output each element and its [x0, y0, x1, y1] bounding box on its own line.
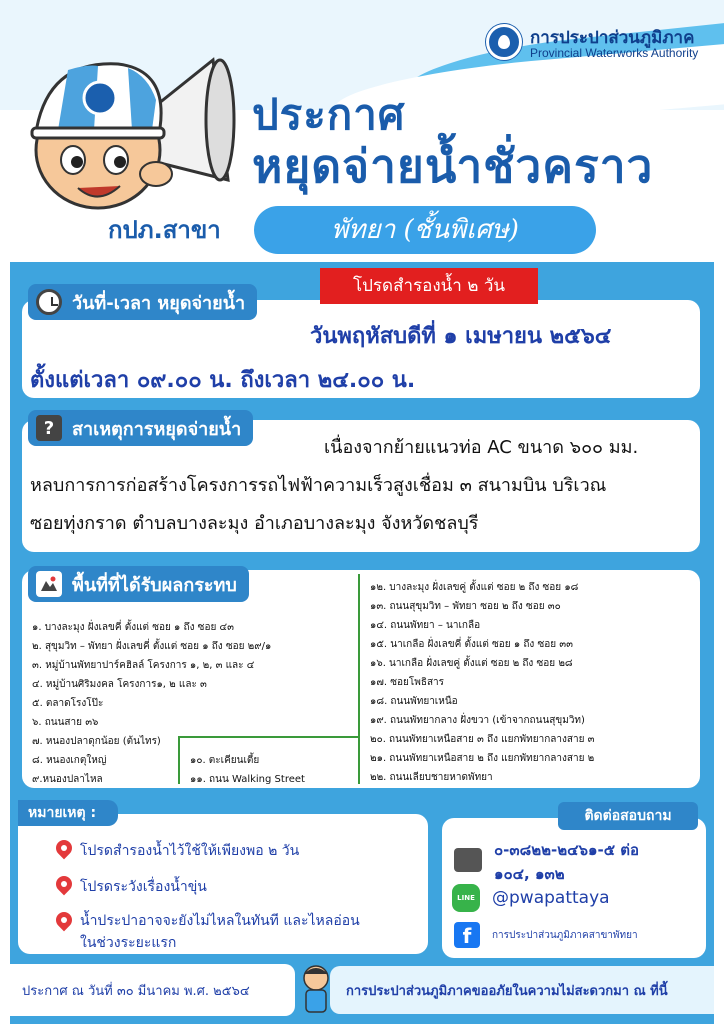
notes-heading: หมายเหตุ : — [18, 800, 118, 826]
areas-heading — [28, 566, 249, 602]
area-item: ๔. หมู่บ้านศิริมงคล โครงการ๑, ๒ และ ๓ — [32, 679, 207, 690]
title-temporary-water-outage: หยุดจ่ายน้ำชั่วคราว — [252, 139, 654, 193]
map-icon — [36, 571, 62, 597]
area-item: ๙.หนองปลาไหล — [32, 774, 103, 785]
contact-phone — [494, 838, 704, 886]
clock-icon — [36, 289, 62, 315]
branch-label: กปภ.สาขา — [108, 216, 221, 244]
note-item: โปรดสำรองน้ำไว้ใช้ให้เพียงพอ ๒ วัน — [80, 843, 300, 859]
area-item: ๑๒. บางละมุง ฝั่งเลขคู่ ตั้งแต่ ซอย ๒ ถึง ซอย ๑๘ — [370, 582, 579, 593]
cause-heading — [28, 410, 253, 446]
area-item: ๒๐. ถนนพัทยาเหนือสาย ๓ ถึง แยกพัทยากลางสาย ๓ — [370, 734, 595, 745]
cause-heading-text: สาเหตุการหยุดจ่ายน้ำ — [72, 418, 242, 440]
branch-name-pill: พัทยา (ชั้นพิเศษ) — [254, 206, 596, 254]
reserve-water-tag: โปรดสำรองน้ำ ๒ วัน — [320, 268, 538, 304]
facebook-icon: f — [454, 922, 480, 948]
area-item: ๓. หมู่บ้านพัทยาปาร์คฮิลล์ โครงการ ๑, ๒, ๓ และ ๔ — [32, 660, 255, 671]
area-item: ๑. บางละมุง ฝั่งเลขคี่ ตั้งแต่ ซอย ๑ ถึง ซอย ๔๓ — [32, 622, 234, 633]
area-item: ๑๖. นาเกลือ ฝั่งเลขคู่ ตั้งแต่ ซอย ๒ ถึง ซอย ๒๘ — [370, 658, 573, 669]
cause-line-3: ซอยทุ่งกราด ตำบลบางละมุง อำเภอบางละมุง จังหวัดชลบุรี — [30, 513, 479, 534]
area-item: ๕. ตลาดโรงโป๊ะ — [32, 698, 104, 709]
cause-line-1: เนื่องจากย้ายแนวท่อ AC ขนาด ๖๐๐ มม. — [324, 437, 639, 458]
note-item: โปรดระวังเรื่องน้ำขุ่น — [80, 879, 207, 895]
area-item: ๒๒. ถนนเลียบชายหาดพัทยา — [370, 772, 493, 783]
phone-number-line1: ๐-๓๘๒๒-๒๔๖๑-๕ ต่อ — [494, 841, 640, 859]
area-item: ๑๑. ถนน Walking Street — [190, 774, 305, 785]
datetime-heading-text: วันที่-เวลา หยุดจ่ายน้ำ — [72, 292, 246, 314]
question-icon: ? — [36, 415, 62, 441]
datetime-heading — [28, 284, 257, 320]
areas-divider-top — [178, 736, 358, 738]
area-item: ๑๐. ตะเคียนเตี้ย — [190, 755, 260, 766]
org-name-english: Provincial Waterworks Authority — [530, 46, 699, 60]
apology-text: การประปาส่วนภูมิภาคขออภัยในความไม่สะดวกมา ณ ที่นี้ — [346, 984, 668, 999]
phone-number-line2: ๑๐๔, ๑๓๒ — [494, 865, 565, 883]
telephone-icon — [454, 848, 482, 872]
area-item: ๖. ถนนสาย ๓๖ — [32, 717, 99, 728]
areas-heading-text: พื้นที่ที่ได้รับผลกระทบ — [72, 574, 237, 596]
area-item: ๑๔. ถนนพัทยา – นาเกลือ — [370, 620, 481, 631]
title-announcement: ประกาศ — [252, 90, 406, 139]
facebook-page: การประปาส่วนภูมิภาคสาขาพัทยา — [492, 930, 638, 941]
org-name-thai: การประปาส่วนภูมิภาค — [530, 28, 695, 47]
areas-divider-middle — [178, 736, 180, 784]
mascot-megaphone-illustration — [28, 50, 258, 220]
area-item: ๒. สุขุมวิท – พัทยา ฝั่งเลขคี่ ตั้งแต่ ซอย ๑ ถึง ซอย ๒๙/๑ — [32, 641, 272, 652]
area-item: ๑๙. ถนนพัทยากลาง ฝั่งขวา (เข้าจากถนนสุขุมวิท) — [370, 715, 585, 726]
area-item: ๑๓. ถนนสุขุมวิท – พัทยา ซอย ๒ ถึง ซอย ๓๐ — [370, 601, 561, 612]
line-app-icon: LINE — [452, 884, 480, 912]
area-item: ๒๑. ถนนพัทยาเหนือสาย ๒ ถึง แยกพัทยากลางสาย ๒ — [370, 753, 595, 764]
area-item: ๑๕. นาเกลือ ฝั่งเลขคี่ ตั้งแต่ ซอย ๑ ถึง ซอย ๓๓ — [370, 639, 573, 650]
pwa-logo — [486, 24, 522, 60]
outage-date: วันพฤหัสบดีที่ ๑ เมษายน ๒๕๖๔ — [310, 324, 612, 349]
area-item: ๗. หนองปลาดุกน้อย (ต้นไทร) — [32, 736, 161, 747]
bowing-mascot-illustration — [296, 962, 336, 1018]
note-item: น้ำประปาอาจจะยังไม่ไหลในทันที และไหลอ่อน — [80, 913, 360, 929]
announcement-date: ประกาศ ณ วันที่ ๓๐ มีนาคม พ.ศ. ๒๕๖๔ — [22, 984, 250, 999]
note-item-continued: ในช่วงระยะแรก — [80, 935, 177, 951]
cause-line-2: หลบการการก่อสร้างโครงการรถไฟฟ้าความเร็วสูงเชื่อม ๓ สนามบิน บริเวณ — [30, 475, 607, 496]
area-item: ๘. หนองเกตุใหญ่ — [32, 755, 107, 766]
line-id: @pwapattaya — [492, 888, 610, 908]
outage-time: ตั้งแต่เวลา ๐๙.๐๐ น. ถึงเวลา ๒๔.๐๐ น. — [30, 368, 416, 393]
areas-divider-right — [358, 574, 360, 784]
area-item: ๑๘. ถนนพัทยาเหนือ — [370, 696, 458, 707]
area-item: ๑๗. ซอยโพธิสาร — [370, 677, 445, 688]
contact-heading: ติดต่อสอบถาม — [558, 802, 698, 830]
